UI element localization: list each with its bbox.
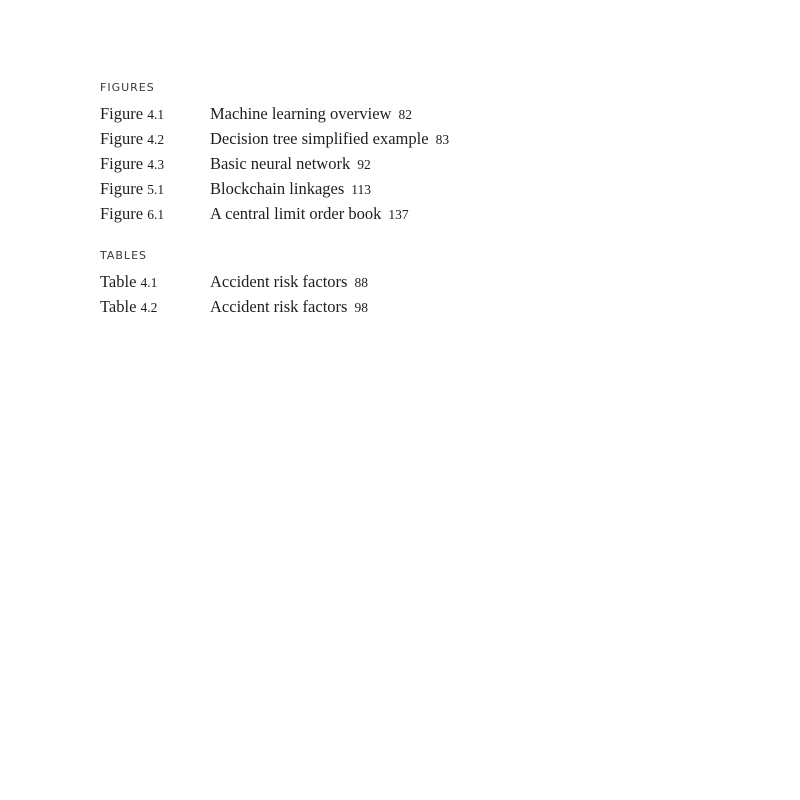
figure-label: Figure 5.1	[100, 179, 165, 198]
figure-entry	[100, 176, 800, 201]
figure-title: A central limit order book	[210, 204, 382, 223]
figure-label: Figure 4.1	[100, 104, 165, 123]
table-label: Table 4.1	[100, 272, 158, 291]
table-entry	[100, 269, 800, 294]
figure-title: Basic neural network	[210, 154, 351, 173]
figure-label: Figure 4.2	[100, 129, 165, 148]
figure-page-number: 82	[398, 107, 412, 122]
figures-heading: FIGURES	[100, 81, 155, 94]
tables-section	[100, 248, 800, 319]
tables-heading: TABLES	[100, 249, 147, 262]
figure-label: Figure 4.3	[100, 154, 165, 173]
table-page-number: 88	[354, 275, 368, 290]
figure-entry	[100, 151, 800, 176]
table-title: Accident risk factors	[210, 272, 348, 291]
figure-entry	[100, 201, 800, 226]
table-title: Accident risk factors	[210, 297, 348, 316]
figure-page-number: 113	[351, 182, 372, 197]
table-entry	[100, 294, 800, 319]
figure-page-number: 92	[357, 157, 371, 172]
figure-title: Machine learning overview	[210, 104, 392, 123]
figures-section	[100, 80, 800, 226]
figure-title: Decision tree simplified example	[210, 129, 429, 148]
table-label: Table 4.2	[100, 297, 158, 316]
table-page-number: 98	[354, 300, 368, 315]
figure-page-number: 137	[388, 207, 409, 222]
figure-title: Blockchain linkages	[210, 179, 345, 198]
figure-page-number: 83	[435, 132, 450, 147]
figure-entry	[100, 126, 800, 151]
figure-label: Figure 6.1	[100, 204, 165, 223]
figure-entry	[100, 101, 800, 126]
